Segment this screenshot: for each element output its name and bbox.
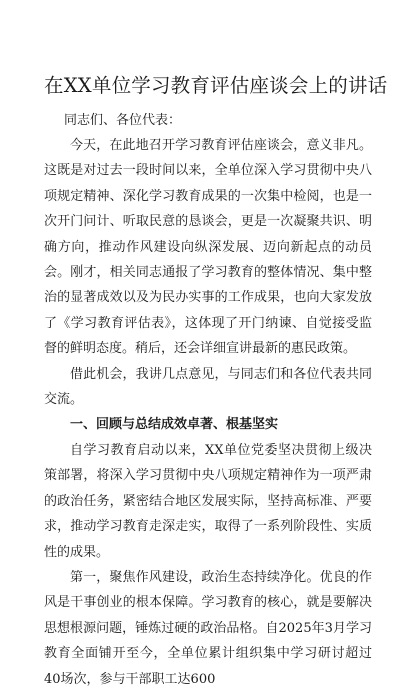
section-heading: 一、回顾与总结成效卓著、根基坚实: [70, 417, 279, 433]
intro-paragraph: 今天，在此地召开学习教育评估座谈会，意义非凡。这既是对过去一段时间以来，全单位深入学习贯彻中央八项规定精神、深化学习教育成果的一次集中检阅，也是一次开门问计、听取民意的恳谈会，更是一次凝聚共识、明确方向，推动作风建设向纵深发展、迈向新起点的动员会。刚才，相关同志通报了学习教育的整体情况、集中整治的显著成效以及为民办实事的工作成果，也向大家发放了《学习教育评估表》，这体现了开门纳谏、自觉接受监督的鲜明态度。稍后，还会详细宣讲最新的惠民政策。: [44, 138, 372, 357]
section-paragraph: 自学习教育启动以来，XX单位党委坚决贯彻上级决策部署，将深入学习贯彻中央八项规定精神作为一项严肃的政治任务，紧密结合地区发展实际，坚持高标准、严要求，推动学习教育走深走实，取得了一系列阶段性、实质性的成果。: [44, 442, 372, 560]
transition-paragraph: 借此机会，我讲几点意见，与同志们和各位代表共同交流。: [44, 366, 372, 408]
greeting: 同志们、各位代表：: [64, 113, 182, 128]
section-paragraph-first-point: 第一，聚焦作风建设，政治生态持续净化。优良的作风是干事创业的根本保障。学习教育的核心，就是要解决思想根源问题，锤炼过硬的政治品格。自2025年3月学习教育全面铺开至今，全单位累计组织集中学习研讨超过40场次，参与干部职工达600: [44, 569, 372, 687]
document-title: 在XX单位学习教育评估座谈会上的讲话: [44, 74, 388, 97]
